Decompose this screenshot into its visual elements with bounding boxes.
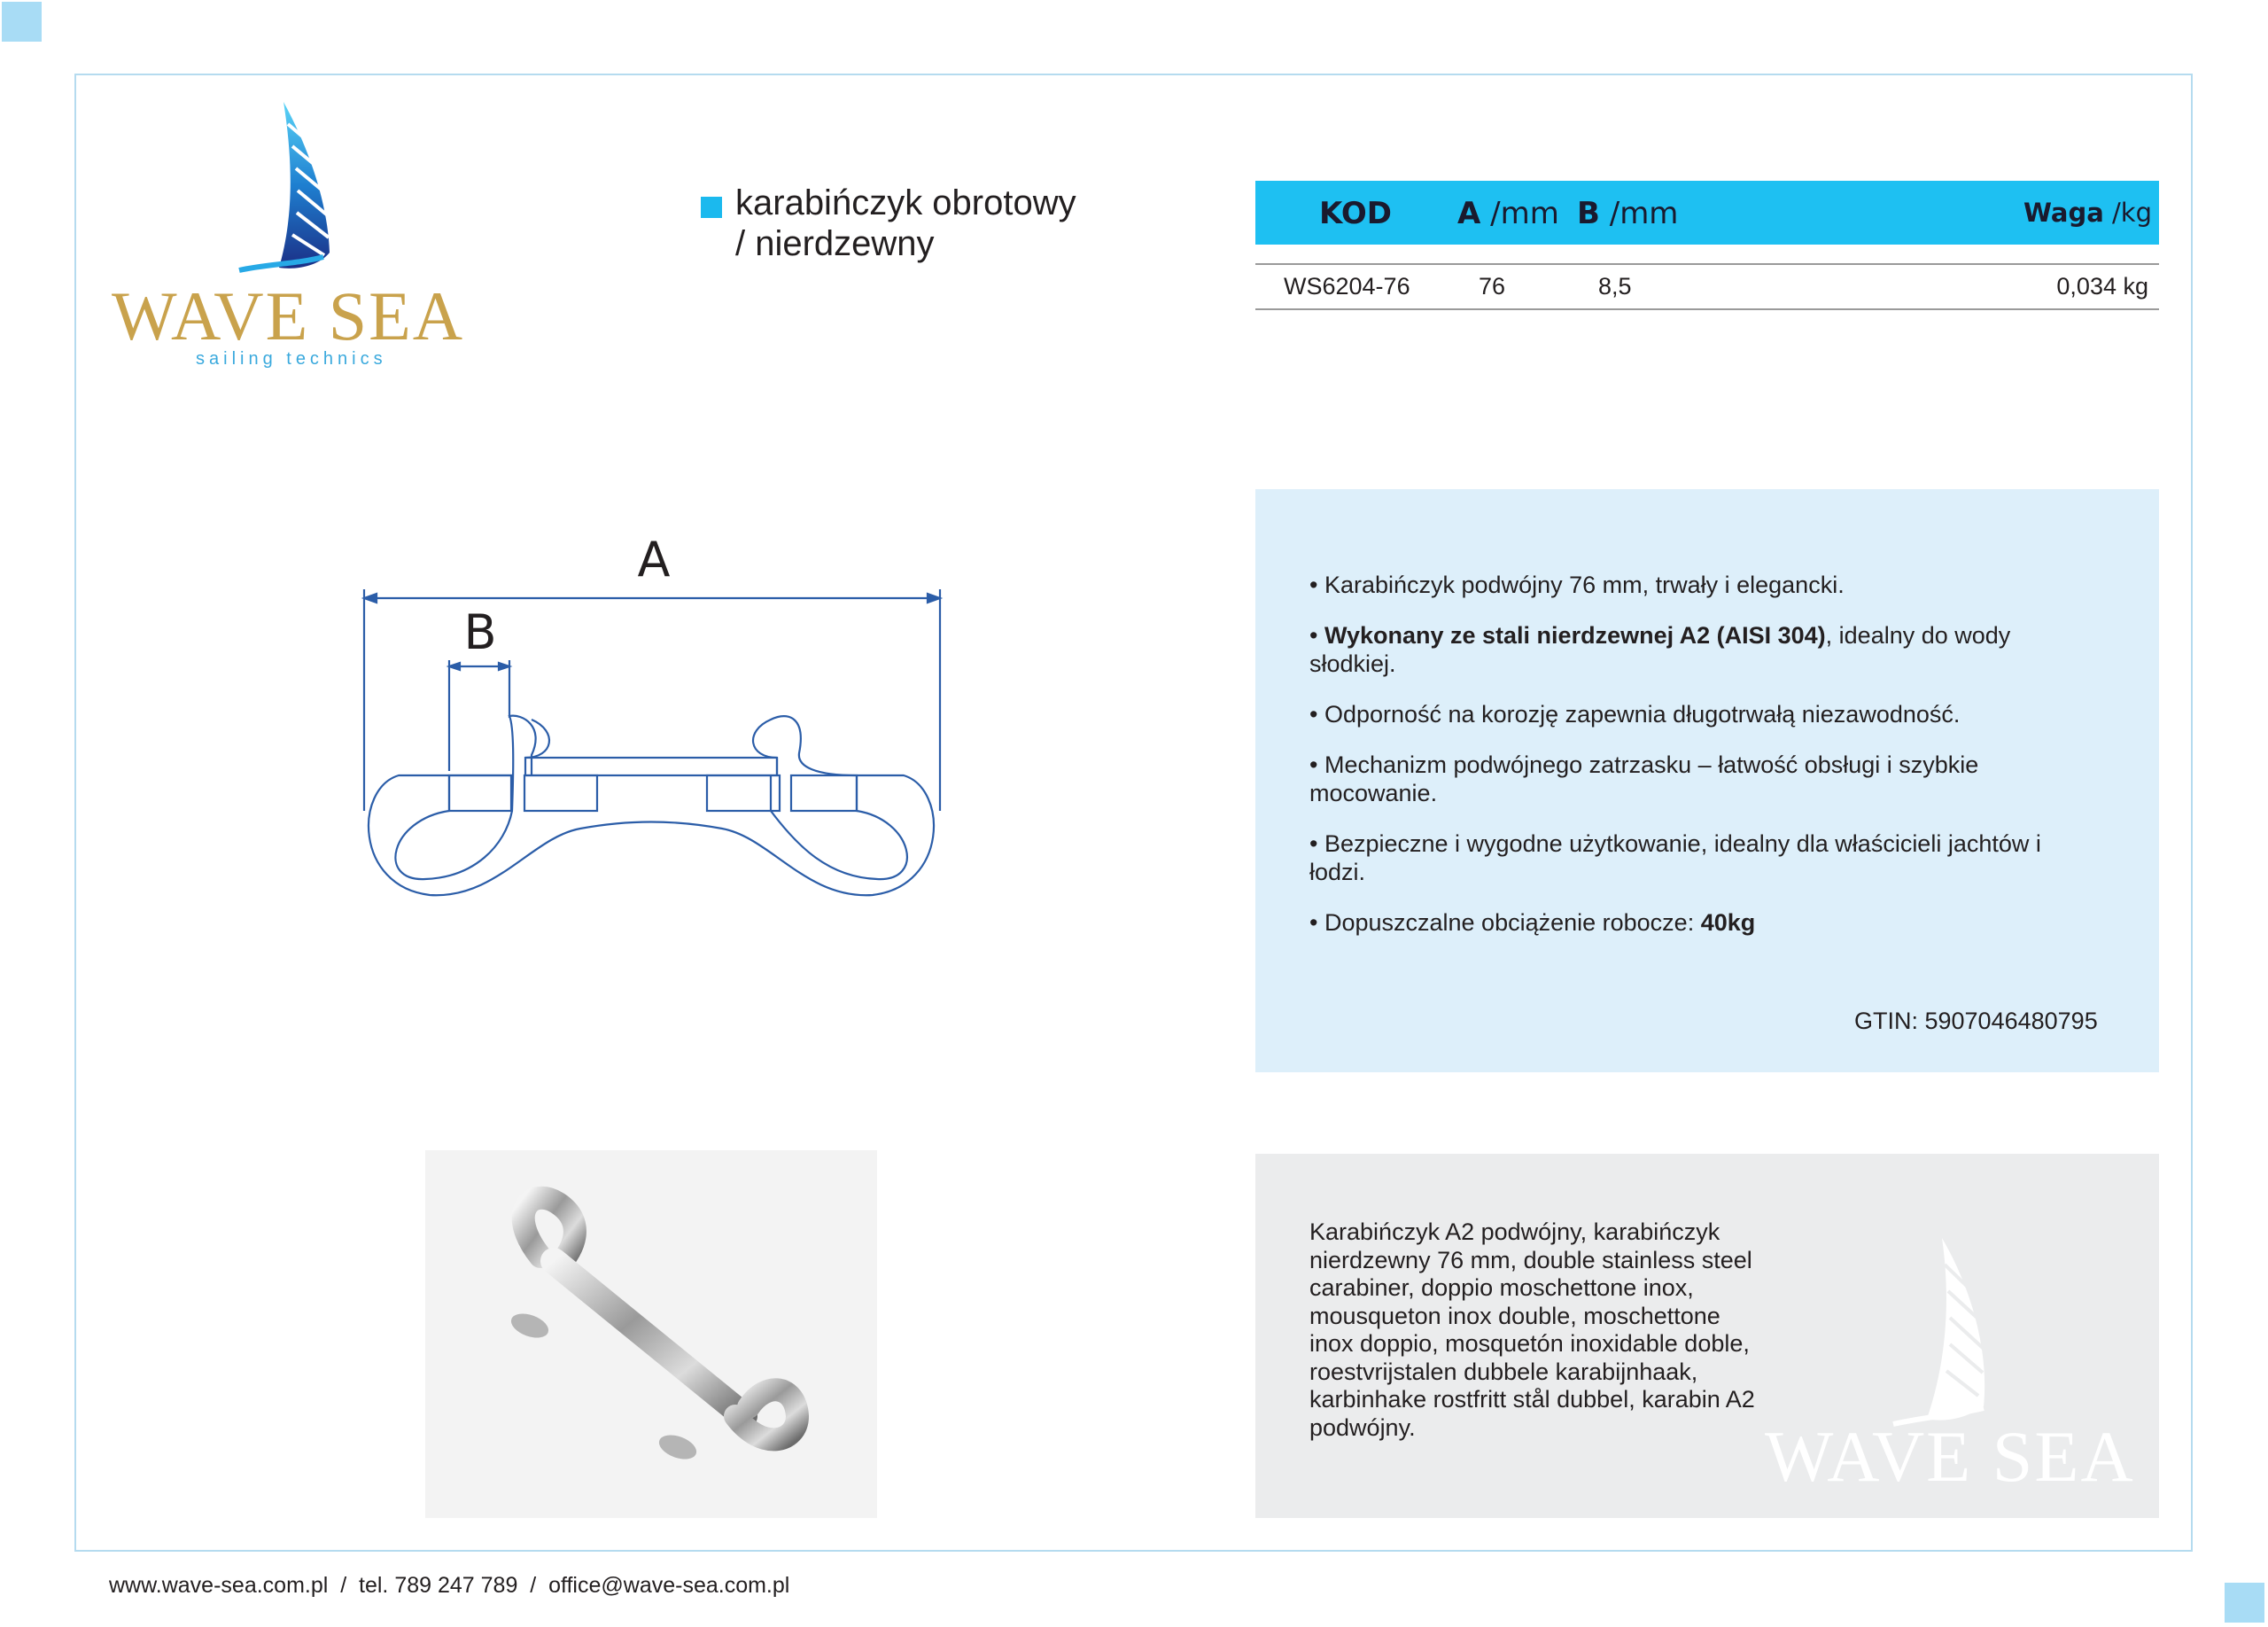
feature-item: • Odporność na korozję zapewnia długotrwałą niezawodność. bbox=[1309, 701, 1961, 728]
spec-table-bottom-rule bbox=[1255, 308, 2159, 310]
features-panel bbox=[1255, 489, 2159, 1072]
header-b: B /mm bbox=[1577, 196, 1679, 231]
feature-item: • Dopuszczalne obciążenie robocze: 40kg bbox=[1309, 909, 1756, 936]
product-title-line1: karabińczyk obrotowy bbox=[735, 183, 1076, 222]
title-bullet-square bbox=[701, 197, 722, 218]
product-photo bbox=[425, 1150, 877, 1518]
carabiner-photo-icon bbox=[425, 1150, 877, 1518]
corner-marker-top-left bbox=[2, 2, 42, 42]
cell-a: 76 bbox=[1479, 273, 1506, 300]
watermark-brand: WAVE SEA bbox=[1765, 1416, 2135, 1497]
carabiner-dimension-diagram bbox=[346, 523, 957, 939]
header-weight: Waga /kg bbox=[2023, 198, 2152, 228]
brand-name: WAVE SEA bbox=[112, 277, 465, 354]
diagram-label-b: B bbox=[463, 604, 497, 660]
brand-tagline: sailing technics bbox=[196, 349, 387, 369]
feature-item: • Wykonany ze stali nierdzewnej A2 (AISI 304), idealny do wody słodkiej. bbox=[1309, 622, 2011, 677]
footer-contact: www.wave-sea.com.pl / tel. 789 247 789 / office@wave-sea.com.pl bbox=[109, 1573, 790, 1598]
product-title bbox=[735, 183, 1076, 264]
product-title-line2: / nierdzewny bbox=[735, 224, 935, 263]
cell-b: 8,5 bbox=[1598, 273, 1632, 300]
description-panel bbox=[1255, 1154, 2159, 1518]
features-list bbox=[1309, 571, 2089, 959]
spec-table-top-rule bbox=[1255, 263, 2159, 265]
feature-item: • Bezpieczne i wygodne użytkowanie, idealny dla właścicieli jachtów i łodzi. bbox=[1309, 830, 2041, 885]
cell-weight: 0,034 kg bbox=[2056, 273, 2148, 300]
spec-table-header bbox=[1255, 181, 2159, 245]
corner-marker-bottom-right bbox=[2225, 1583, 2264, 1623]
gtin-code: GTIN: 5907046480795 bbox=[1854, 1008, 2098, 1034]
feature-item: • Karabińczyk podwójny 76 mm, trwały i elegancki. bbox=[1309, 572, 1845, 598]
header-code: KOD bbox=[1319, 196, 1392, 231]
description-text: Karabińczyk A2 podwójny, karabińczyk nierdzewny 76 mm, double stainless steel carabiner, doppio moschettone inox, mousqueton inox double, moschettone inox doppio, mosquetón inoxidable doble, roestvrijstalen dubbele karabijnhaak, karbinhake rostfritt stål dubbel, karabin A2 podwójny. bbox=[1309, 1218, 1755, 1441]
cell-code: WS6204-76 bbox=[1284, 273, 1410, 300]
feature-item: • Mechanizm podwójnego zatrzasku – łatwość obsługi i szybkie mocowanie. bbox=[1309, 751, 1979, 806]
diagram-label-a: A bbox=[637, 532, 671, 588]
header-a: A /mm bbox=[1457, 196, 1559, 231]
